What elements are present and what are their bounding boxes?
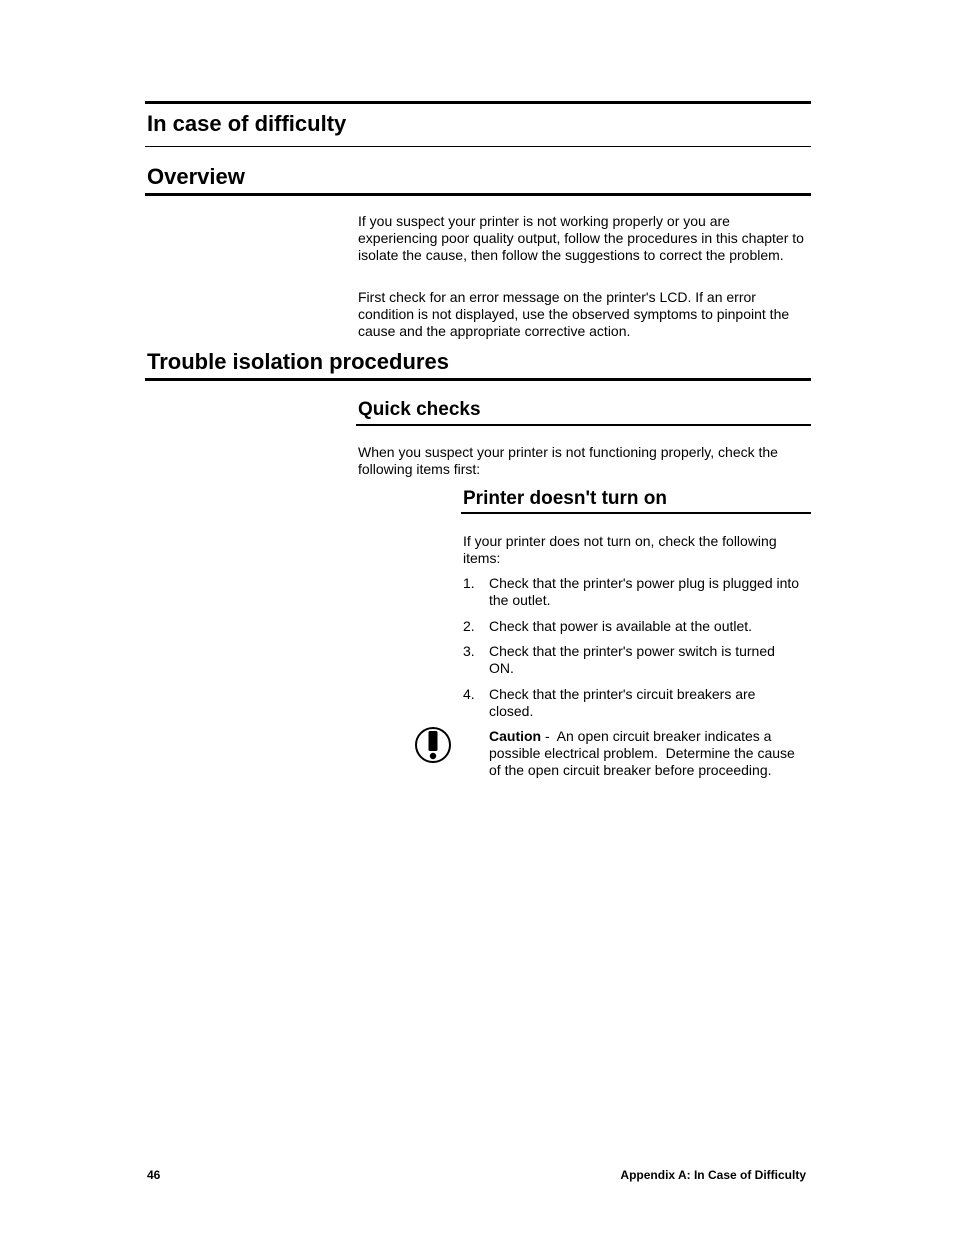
trouble-isolation-heading: Trouble isolation procedures <box>147 349 449 374</box>
list-item-number: 2. <box>463 618 475 634</box>
caution-note <box>489 728 801 779</box>
list-item-number: 3. <box>463 643 475 659</box>
list-item: Check that the printer's power plug is plugged into the outlet. <box>489 575 800 608</box>
list-item: Check that the printer's power switch is turned ON. <box>489 643 775 676</box>
caution-exclamation-icon <box>414 725 452 765</box>
overview-heading: Overview <box>147 164 245 189</box>
no-power-rule <box>461 512 811 514</box>
caution-text: - An open circuit breaker indicates a possible electrical problem. Determine the cause of the open circuit breaker before proceeding. <box>489 728 799 778</box>
list-item: Check that the printer's circuit breakers are closed. <box>489 686 756 719</box>
page-number: 46 <box>147 1168 161 1182</box>
quick-checks-heading: Quick checks <box>358 399 481 420</box>
chapter-title-bottom-rule <box>145 146 811 147</box>
overview-paragraph-1: If you suspect your printer is not working properly or you are experiencing poor quality output, follow the procedures in this chapter to isolate the cause, then follow the suggestions to correct the problem. <box>358 213 804 263</box>
overview-rule <box>145 193 811 196</box>
list-item-number: 1. <box>463 575 475 591</box>
chapter-title-top-rule <box>145 101 811 104</box>
overview-paragraph-2: First check for an error message on the printer's LCD. If an error condition is not displayed, use the observed symptoms to pinpoint the cause and the appropriate corrective action. <box>358 289 790 339</box>
quick-checks-intro: When you suspect your printer is not functioning properly, check the following items first: <box>358 444 778 477</box>
footer-section-title: Appendix A: In Case of Difficulty <box>620 1168 806 1182</box>
chapter-title: In case of difficulty <box>147 111 347 136</box>
list-item: Check that power is available at the outlet. <box>489 618 753 634</box>
list-item-number: 4. <box>463 686 475 702</box>
no-power-heading: Printer doesn't turn on <box>463 488 668 509</box>
caution-label: Caution <box>489 728 542 744</box>
quick-checks-rule <box>356 424 811 426</box>
no-power-intro: If your printer does not turn on, check the following items: <box>463 533 777 566</box>
trouble-isolation-rule <box>145 378 811 381</box>
